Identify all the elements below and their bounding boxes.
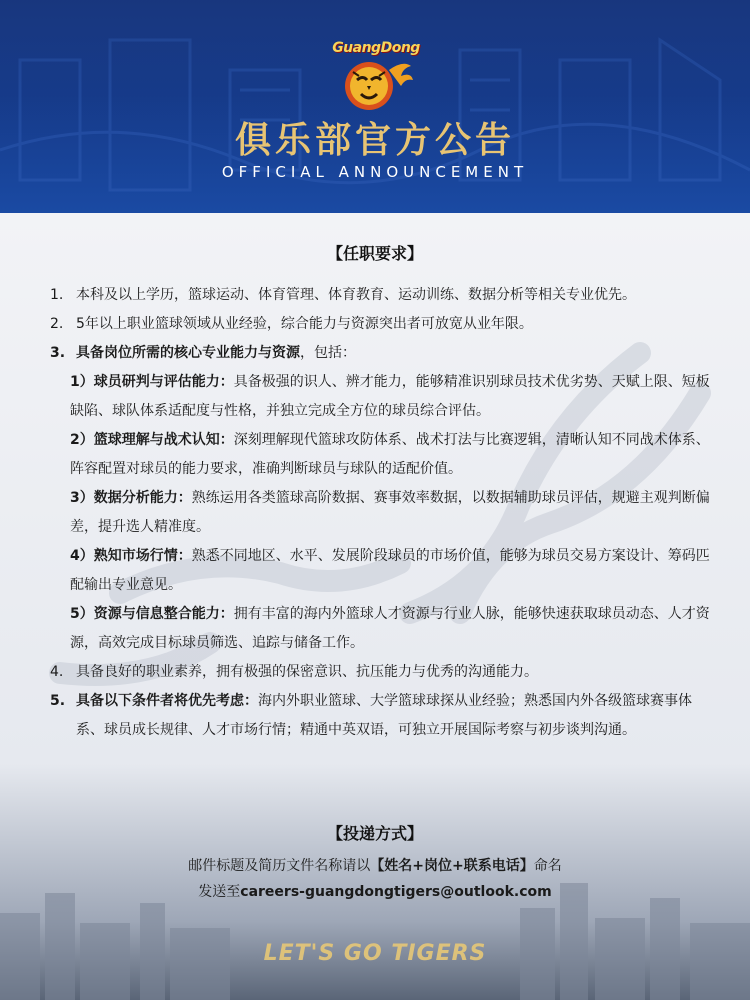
item-text: 具备良好的职业素养，拥有极强的保密意识、抗压能力与优秀的沟通能力。 xyxy=(76,664,538,680)
sub-item-text: 拥有丰富的海内外篮球人才资源与行业人脉，能够快速获取球员动态、人才资源，高效完成目标球员筛选、追踪与储备工作。 xyxy=(70,606,710,651)
item-text: 海内外职业篮球、大学篮球球探从业经验；熟悉国内外各级篮球赛事体系、球员成长规律、人才市场行情；精通中英双语，可独立开展国际考察与初步谈判沟通。 xyxy=(76,693,692,738)
sub-item-label: 3）数据分析能力： xyxy=(70,490,192,506)
requirements-heading: 【任职要求】 xyxy=(326,244,423,263)
list-item xyxy=(50,339,710,368)
announcement-header xyxy=(0,0,750,213)
contact-instructions xyxy=(0,855,750,875)
item-number: 4. xyxy=(50,664,64,680)
sub-item-text: 熟悉不同地区、水平、发展阶段球员的市场价值，能够为球员交易方案设计、筹码匹配输出专业意见。 xyxy=(70,548,710,593)
item-lead: 具备以下条件者将优先考虑： xyxy=(76,693,258,709)
footer-slogan: LET'S GO TIGERS xyxy=(263,941,487,966)
list-item xyxy=(50,658,710,687)
sub-item xyxy=(70,484,710,542)
item-text: 5年以上职业篮球领域从业经验，综合能力与资源突出者可放宽从业年限。 xyxy=(76,316,533,332)
sub-item-text: 具备极强的识人、辨才能力，能够精准识别球员技术优劣势、天赋上限、短板缺陷、球队体系适配度与性格，并独立完成全方位的球员综合评估。 xyxy=(70,374,710,419)
sub-item-text: 深刻理解现代篮球攻防体系、战术打法与比赛逻辑，清晰认知不同战术体系、阵容配置对球员的能力要求，准确判断球员与球队的适配价值。 xyxy=(70,432,710,477)
item-number: 5. xyxy=(50,693,66,709)
list-item xyxy=(50,687,710,745)
item-text: 本科及以上学历，篮球运动、体育管理、体育教育、运动训练、数据分析等相关专业优先。 xyxy=(76,287,636,303)
item-number: 2. xyxy=(50,316,64,332)
sub-item xyxy=(70,368,710,426)
list-item xyxy=(50,281,710,310)
contact-heading: 【投递方式】 xyxy=(326,824,423,843)
contact-text: 邮件标题及简历文件名称请以 xyxy=(188,858,371,874)
item-number: 3. xyxy=(50,345,66,361)
announcement-body xyxy=(0,213,750,1000)
sub-item xyxy=(70,600,710,658)
email-link[interactable]: careers-guangdongtigers@outlook.com xyxy=(240,884,552,900)
sub-item-label: 2）篮球理解与战术认知： xyxy=(70,432,234,448)
item-text: ，包括： xyxy=(300,345,356,361)
item-lead: 具备岗位所需的核心专业能力与资源 xyxy=(76,345,300,361)
sub-item-text: 熟练运用各类篮球高阶数据、赛事效率数据，以数据辅助球员评估，规避主观判断偏差，提升选人精准度。 xyxy=(70,490,710,535)
requirements-list xyxy=(50,281,710,745)
contact-format: 【姓名+岗位+联系电话】 xyxy=(370,858,534,874)
contact-text: 发送至 xyxy=(198,884,241,900)
sub-item xyxy=(70,542,710,600)
sub-item-label: 4）熟知市场行情： xyxy=(70,548,192,564)
sub-item-label: 1）球员研判与评估能力： xyxy=(70,374,234,390)
club-logo xyxy=(331,40,421,102)
logo-wordmark: GuangDong xyxy=(332,40,420,56)
contact-text: 命名 xyxy=(533,858,562,874)
sub-item xyxy=(70,426,710,484)
page-subtitle: OFFICIAL ANNOUNCEMENT xyxy=(221,163,529,181)
item-number: 1. xyxy=(50,287,64,303)
contact-email-line xyxy=(0,881,750,901)
page-title: 俱乐部官方公告 xyxy=(234,120,515,161)
tiger-icon xyxy=(339,52,413,114)
sub-item-label: 5）资源与信息整合能力： xyxy=(70,606,234,622)
list-item xyxy=(50,310,710,339)
